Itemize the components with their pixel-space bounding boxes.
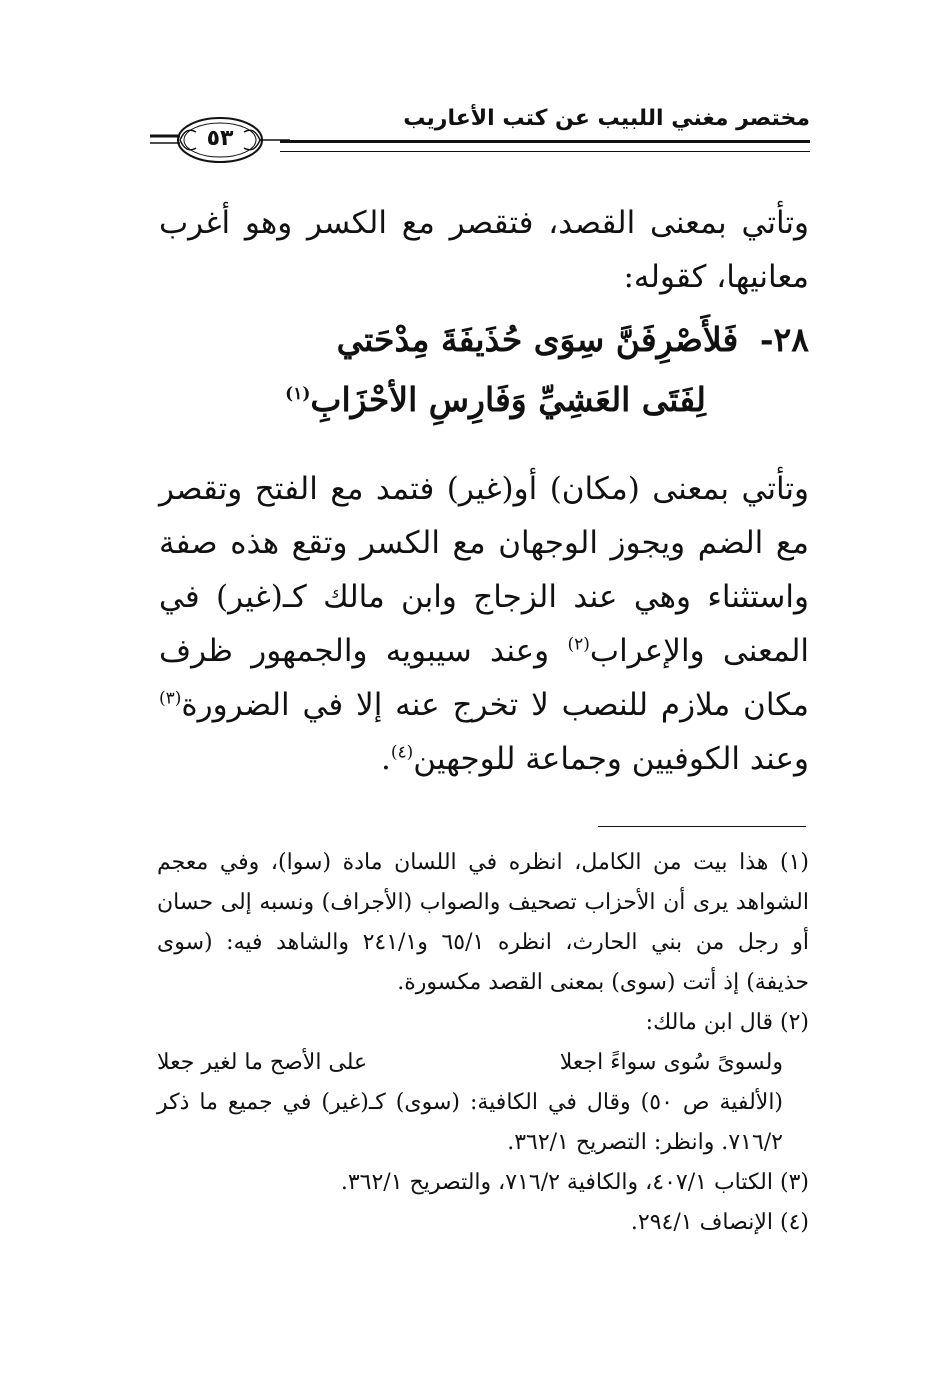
intro-paragraph: وتأتي بمعنى القصد، فتقصر مع الكسر وهو أغرب معانيها، كقوله: [159, 205, 809, 295]
footnote-continuation: (الألفية ص ٥٠) وقال في الكافية: (سوى) كـ(غير) في جميع ما ذكر ٧١٦/٢. وانظر: التصريح ٣٦٢/١. [157, 1090, 784, 1155]
footnote-item [157, 1003, 809, 1043]
footnote-number: (٤) [779, 1210, 809, 1235]
verse-first-hemistich: فَلأَصْرِفَنَّ سِوَى حُذَيفَةَ مِدْحَتي [336, 320, 739, 359]
footnote-item [157, 1163, 809, 1203]
footnote-number: (٣) [779, 1170, 809, 1195]
header-rule [280, 140, 810, 152]
verse-line-1 [159, 320, 809, 359]
footnote-marker: (١) [285, 384, 311, 404]
footnotes-section [157, 843, 809, 1243]
main-text-part: وتأتي بمعنى (مكان) أو(غير) فتمد مع الفتح وتقصر مع الضم ويجوز الوجهان مع الكسر وتقع هذه صفة واستثناء وهي عند الزجاج وابن مالك كـ(غير) في المعنى والإعراب [159, 471, 809, 669]
footnote-number: (٢) [779, 1010, 809, 1035]
footnote-marker: (٤) [390, 742, 414, 763]
footnote-number: (١) [779, 850, 809, 875]
footnote-marker: (٣) [159, 688, 182, 709]
running-title: مختصر مغني اللبيب عن كتب الأعاريب [403, 106, 810, 131]
footnote-separator [598, 826, 806, 827]
footnote-text: الإنصاف ٢٩٤/١. [630, 1210, 773, 1235]
page-number-ornament [150, 114, 290, 166]
poem-first-hemistich: ولسوىً سُوى سواءً اجعلا [559, 1050, 783, 1075]
footnote-text: قال ابن مالك: [645, 1010, 773, 1035]
footnote-text: هذا بيت من الكامل، انظره في اللسان مادة (سوا)، وفي معجم الشواهد يرى أن الأحزاب تصحيف والصواب (الأجراف) ونسبه إلى حسان أو رجل من بني الحارث، انظره ٦٥/١ و٢٤١/١ والشاهد فيه: (سوى حذيفة) إذ أتت (سوى) بمعنى القصد مكسورة. [157, 850, 809, 995]
footnote-marker: (٢) [567, 634, 590, 655]
verse-second-hemistich: لِفَتَى العَشِيِّ وَفَارِسِ الأحْزَابِ [310, 380, 706, 419]
page-header [150, 98, 810, 168]
footnote-item [157, 1203, 809, 1243]
footnote-poem-line [157, 1043, 809, 1083]
poem-second-hemistich: على الأصح ما لغير جعلا [157, 1050, 368, 1075]
footnote-text: الكتاب ٤٠٧/١، والكافية ٧١٦/٢، والتصريح ٣٦٢/١. [340, 1170, 773, 1195]
main-text-part: وعند سيبويه والجمهور ظرف مكان ملازم للنصب لا تخرج عنه إلا في الضرورة [159, 633, 809, 723]
verse-number: ٢٨- [759, 320, 809, 359]
main-paragraph [159, 462, 809, 786]
page-number: ٥٣ [206, 126, 234, 151]
verse-line-2 [56, 380, 706, 419]
footnote-item [157, 843, 809, 1003]
main-text-end: . [380, 741, 391, 777]
main-text-part: وعند الكوفيين وجماعة للوجهين [413, 741, 809, 777]
